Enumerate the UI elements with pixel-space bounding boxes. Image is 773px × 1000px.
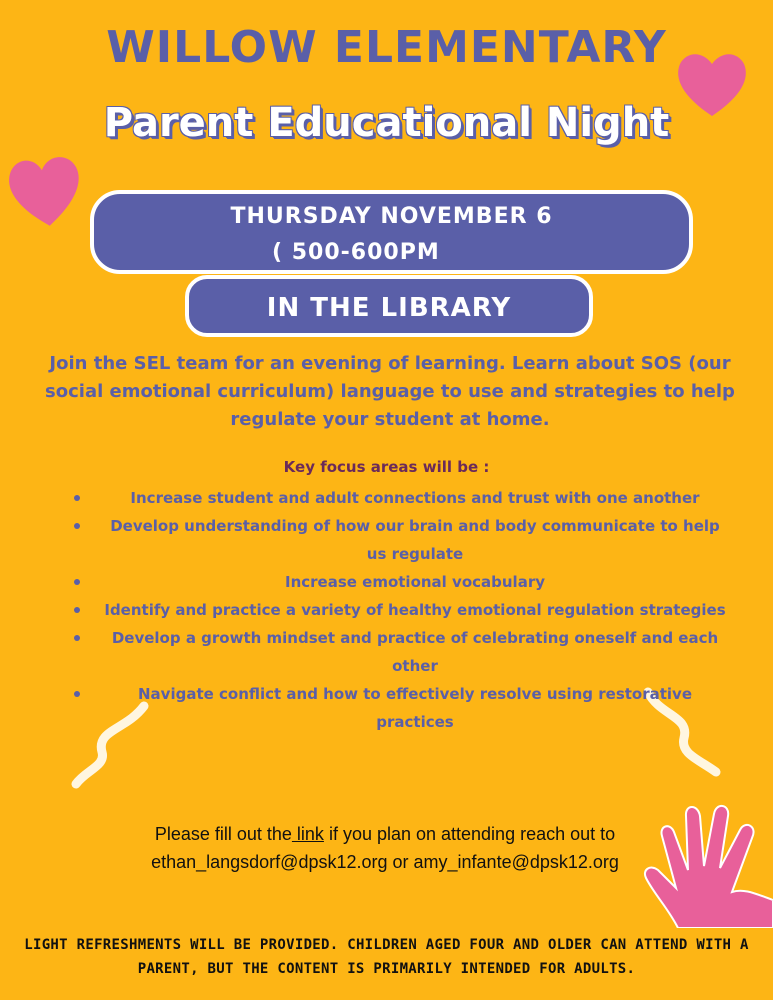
contact-emails: ethan_langsdorf@dpsk12.org or amy_infante@dpsk12.org <box>151 852 619 872</box>
focus-heading: Key focus areas will be : <box>283 458 490 476</box>
bullet-icon <box>74 579 80 585</box>
list-item <box>70 596 730 624</box>
list-item <box>70 568 730 596</box>
event-date: THURSDAY NOVEMBER 6 <box>230 204 553 229</box>
focus-list <box>70 484 730 736</box>
bullet-icon <box>74 523 80 529</box>
event-location: IN THE LIBRARY <box>266 293 512 323</box>
footer-note: LIGHT REFRESHMENTS WILL BE PROVIDED. CHILDREN AGED FOUR AND OLDER CAN ATTEND WITH A PARENT, BUT THE CONTENT IS PRIMARILY INTENDED FOR ADULTS. <box>24 937 749 977</box>
event-title: Parent Educational Night <box>103 100 670 146</box>
intro-text: Join the SEL team for an evening of learning. Learn about SOS (our social emotional curriculum) language to use and strategies to help regulate your student at home. <box>45 353 735 430</box>
focus-item-text: Increase student and adult connections and trust with one another <box>130 489 700 507</box>
contact-prefix: Please fill out the <box>154 824 292 844</box>
date-time-banner <box>90 190 693 274</box>
bullet-icon <box>74 607 80 613</box>
focus-item-text: Develop understanding of how our brain and body communicate to help us regulate <box>110 517 720 563</box>
list-item <box>70 624 730 680</box>
contact-info <box>40 820 730 876</box>
location-banner <box>185 275 593 337</box>
focus-item-text: Identify and practice a variety of healthy emotional regulation strategies <box>104 601 726 619</box>
bullet-icon <box>74 635 80 641</box>
list-item <box>70 680 730 736</box>
contact-suffix: if you plan on attending reach out to <box>323 824 616 844</box>
bullet-icon <box>74 691 80 697</box>
heart-icon <box>4 150 86 230</box>
list-item <box>70 512 730 568</box>
school-name: WILLOW ELEMENTARY <box>106 22 667 73</box>
bullet-icon <box>74 495 80 501</box>
focus-item-text: Develop a growth mindset and practice of celebrating oneself and each other <box>111 629 719 675</box>
focus-item-text: Increase emotional vocabulary <box>284 573 545 591</box>
list-item <box>70 484 730 512</box>
focus-item-text: Navigate conflict and how to effectively resolve using restorative practices <box>137 685 693 731</box>
signup-link[interactable]: link <box>291 824 324 844</box>
event-time: ( 500-600PM <box>272 240 440 265</box>
